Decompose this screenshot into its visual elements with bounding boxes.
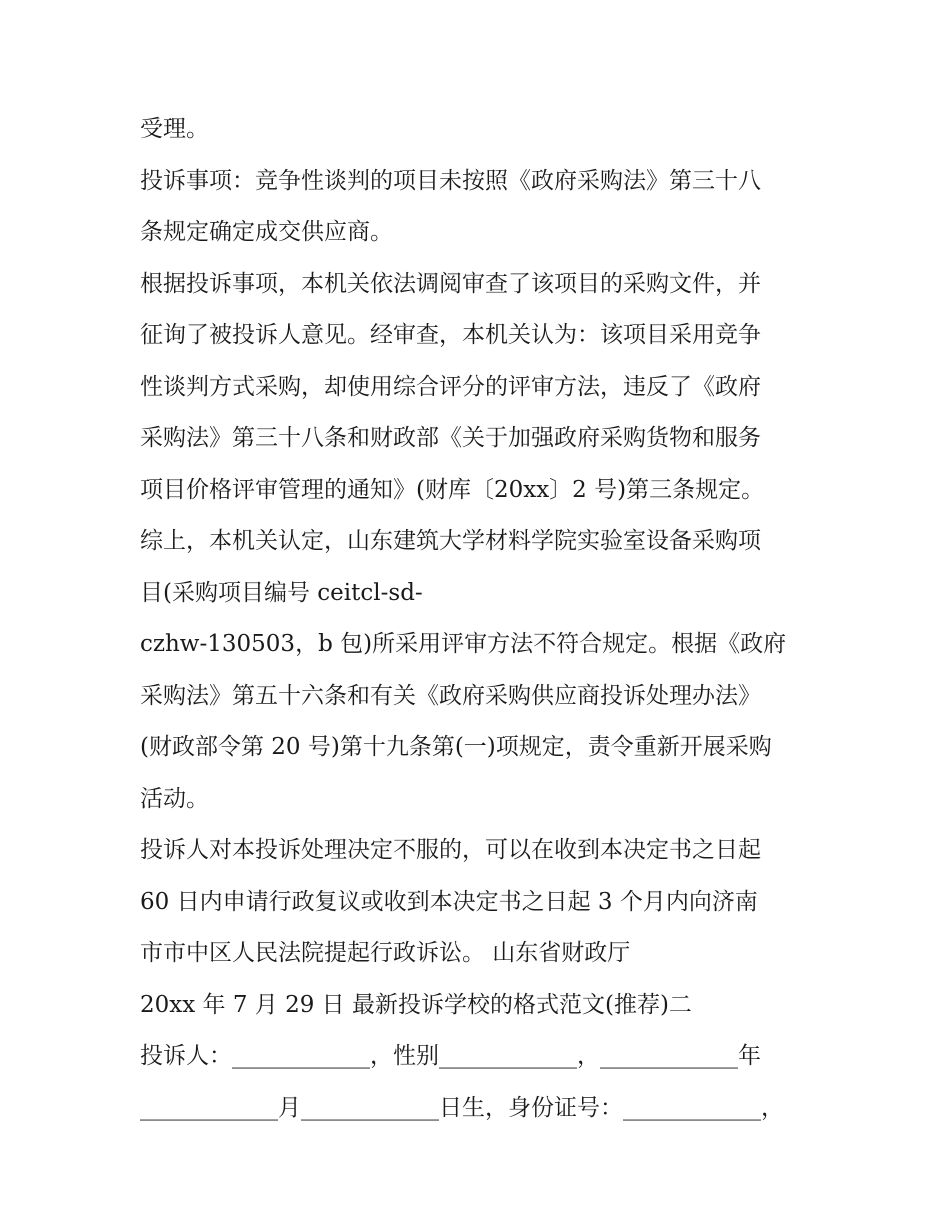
- form-line: 投诉人：____________，性别____________，____________年: [140, 1043, 761, 1069]
- text-line: 条规定确定成交供应商。: [140, 219, 393, 245]
- text-line: 受理。: [140, 116, 209, 142]
- form-line: ____________月____________日生，身份证号：____________，: [140, 1094, 784, 1121]
- text-line: 60 日内申请行政复议或收到本决定书之日起 3 个月内向济南: [140, 888, 758, 915]
- text-line: 性谈判方式采购，却使用综合评分的评审方法，违反了《政府: [140, 373, 761, 400]
- text-line: 目(采购项目编号 ceitcl-sd-: [140, 579, 423, 606]
- text-line: 征询了被投诉人意见。经审查，本机关认为：该项目采用竞争: [140, 322, 761, 348]
- text-line: 项目价格评审管理的通知》(财库〔20xx〕2 号)第三条规定。: [140, 476, 765, 503]
- text-line: czhw-130503，b 包)所采用评审方法不符合规定。根据《政府: [140, 631, 787, 657]
- text-line: 市市中区人民法院提起行政诉讼。 山东省财政厅: [140, 940, 631, 966]
- text-line: 根据投诉事项，本机关依法调阅审查了该项目的采购文件，并: [140, 270, 761, 297]
- text-line: 采购法》第三十八条和财政部《关于加强政府采购货物和服务: [140, 425, 761, 451]
- text-line: (财政部令第 20 号)第十九条第(一)项规定，责令重新开展采购: [140, 734, 772, 760]
- document-body: [140, 104, 820, 1134]
- text-line: 活动。: [140, 785, 209, 812]
- text-line: 20xx 年 7 月 29 日 最新投诉学校的格式范文(推荐)二: [140, 991, 692, 1018]
- text-line: 采购法》第五十六条和有关《政府采购供应商投诉处理办法》: [140, 682, 761, 709]
- text-line: 投诉事项：竞争性谈判的项目未按照《政府采购法》第三十八: [140, 167, 761, 194]
- text-line: 综上，本机关认定，山东建筑大学材料学院实验室设备采购项: [140, 528, 761, 554]
- text-line: 投诉人对本投诉处理决定不服的，可以在收到本决定书之日起: [140, 837, 761, 863]
